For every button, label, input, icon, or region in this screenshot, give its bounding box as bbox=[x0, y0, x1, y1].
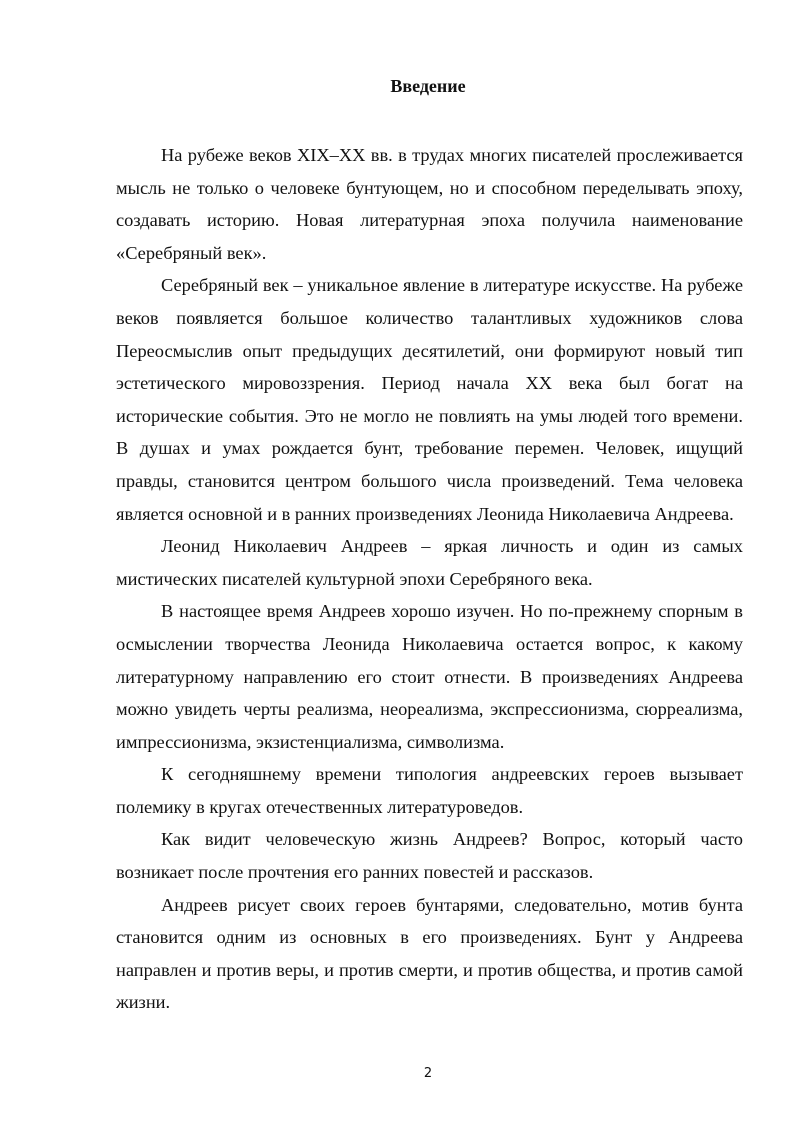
paragraph-6: Как видит человеческую жизнь Андреев? Вопрос, который часто возникает после прочтения его ранних повестей и рассказов. bbox=[116, 829, 743, 883]
paragraph-5: К сегодняшнему времени типология андреевских героев вызывает полемику в кругах отечественных литературоведов. bbox=[116, 764, 743, 817]
paragraph-4: В настоящее время Андреев хорошо изучен. Но по-прежнему спорным в осмыслении творчества Леонида Николаевича остается вопрос, к какому литературному направлению его стоит отнести. В произведениях Андреева можно увидеть черты реализма, неореализма, экспрессионизма, сюрреализма, импрессионизма, экзистенциализма, символизма. bbox=[116, 601, 743, 752]
page-number: 2 bbox=[423, 1066, 433, 1081]
document-body bbox=[116, 139, 743, 1019]
paragraph-3: Леонид Николаевич Андреев – яркая личность и один из самых мистических писателей культурной эпохи Серебряного века. bbox=[116, 536, 743, 589]
paragraph-2: Серебряный век – уникальное явление в литературе искусстве. На рубеже веков появляется большое количество талантливых художников слова Переосмыслив опыт предыдущих десятилетий, они формируют новый тип эстетического мировоззрения. Период начала XX века был богат на исторические события. Это не могло не повлиять на умы людей того времени. В душах и умах рождается бунт, требование перемен. Человек, ищущий правды, становится центром большого числа произведений. Тема человека является основной и в ранних произведениях Леонида Николаевича Андреева. bbox=[116, 275, 743, 524]
paragraph-1: На рубеже веков XIX–XX вв. в трудах многих писателей прослеживается мысль не только о человеке бунтующем, но и способном переделывать эпоху, создавать историю. Новая литературная эпоха получила наименование «Серебряный век». bbox=[116, 145, 743, 263]
paragraph-7: Андреев рисует своих героев бунтарями, следовательно, мотив бунта становится одним из основных в его произведениях. Бунт у Андреева направлен и против веры, и против смерти, и против общества, и против самой жизни. bbox=[116, 894, 743, 1013]
page-title: Введение bbox=[390, 76, 466, 96]
